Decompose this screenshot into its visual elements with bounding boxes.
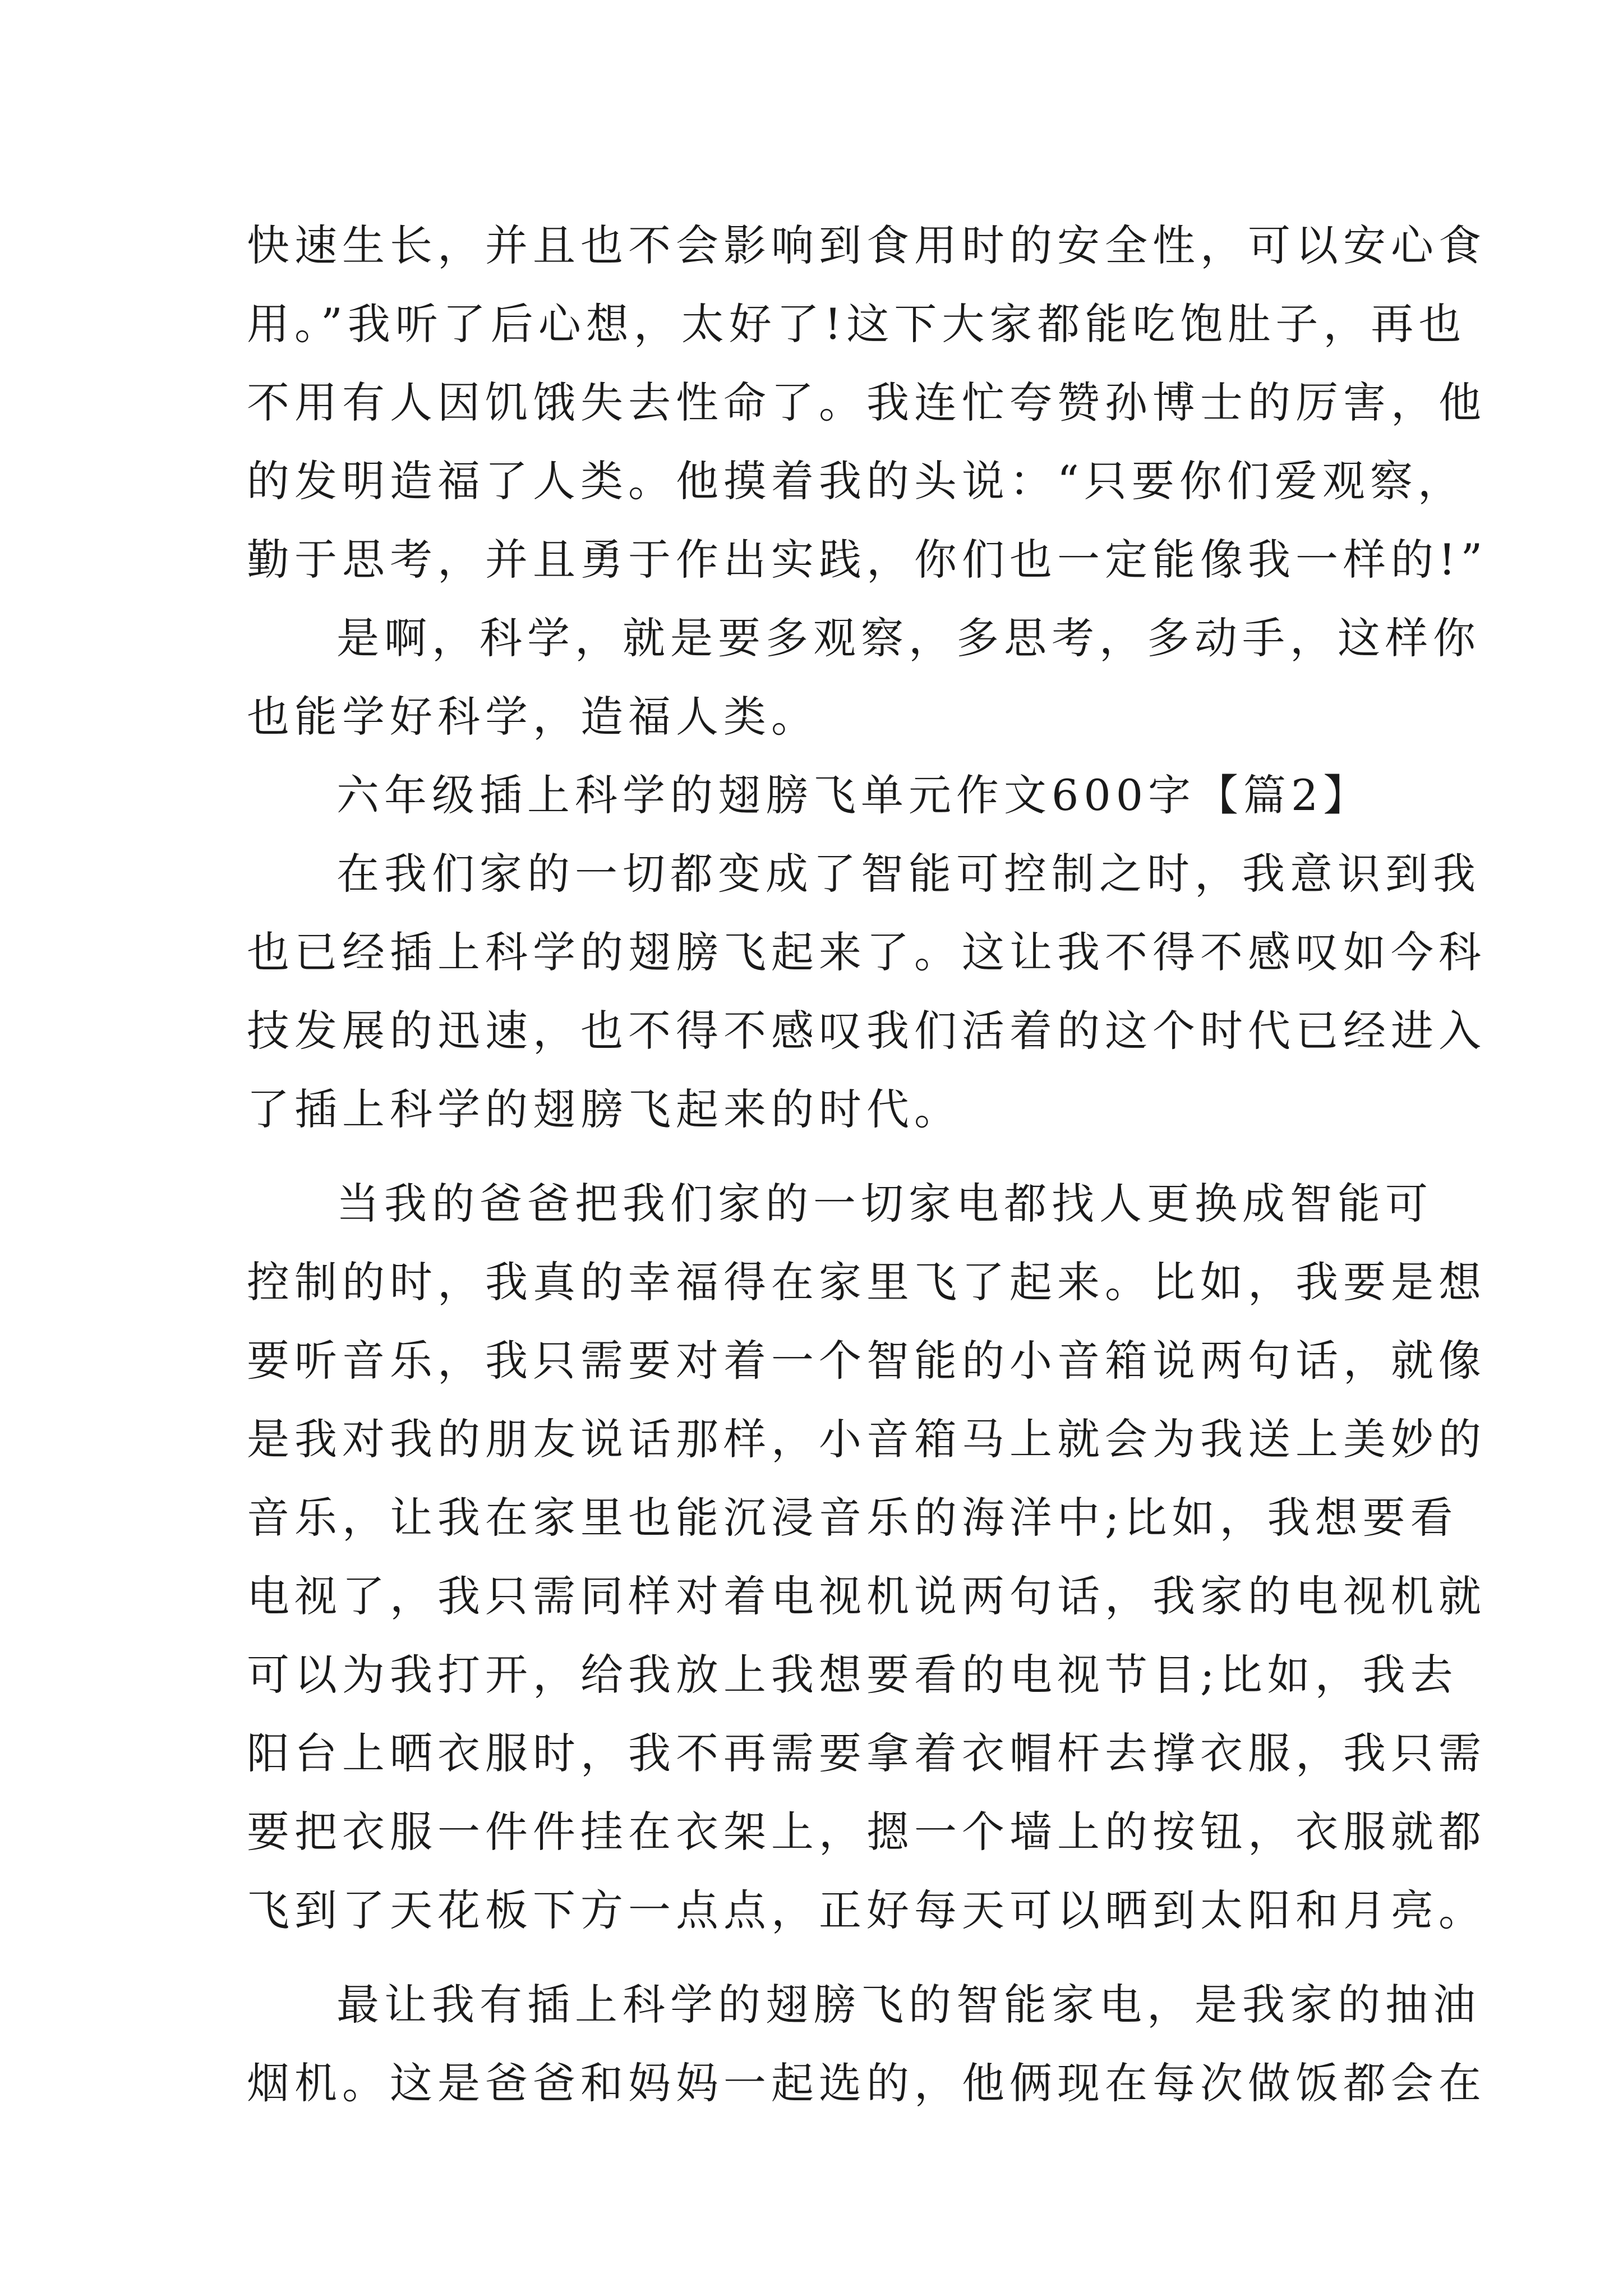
text-line: 当我的爸爸把我们家的一切家电都找人更换成智能可 [336,1179,1433,1228]
text-line: 最让我有插上科学的翅膀飞的智能家电，是我家的抽油 [336,1980,1481,2030]
section-heading: 六年级插上科学的翅膀飞单元作文600字【篇2】 [336,770,1371,820]
text-line: 勤于思考，并且勇于作出实践，你们也一定能像我一样的!” [247,535,1488,585]
text-line: 阳台上晒衣服时，我不再需要拿着衣帽杆去撑衣服，我只需 [247,1728,1486,1778]
text-line: 音乐，让我在家里也能沉浸音乐的海洋中;比如，我想要看 [247,1493,1458,1543]
text-line: 电视了，我只需同样对着电视机说两句话，我家的电视机就 [247,1571,1486,1621]
text-line: 技发展的迅速，也不得不感叹我们活着的这个时代已经进入 [247,1006,1486,1056]
text-line: 是啊，科学，就是要多观察，多思考，多动手，这样你 [336,613,1481,663]
text-line: 了插上科学的翅膀飞起来的时代。 [247,1084,962,1134]
text-line: 可以为我打开，给我放上我想要看的电视节目;比如，我去 [247,1650,1458,1700]
text-line: 的发明造福了人类。他摸着我的头说：“只要你们爱观察， [247,456,1465,506]
text-line: 烟机。这是爸爸和妈妈一起选的，他俩现在每次做饭都会在 [247,2058,1486,2108]
text-line: 不用有人因饥饿失去性命了。我连忙夸赞孙博士的厉害，他 [247,378,1486,427]
text-line: 是我对我的朋友说话那样，小音箱马上就会为我送上美妙的 [247,1414,1486,1464]
text-line: 也已经插上科学的翅膀飞起来了。这让我不得不感叹如今科 [247,927,1486,977]
text-line: 快速生长，并且也不会影响到食用时的安全性，可以安心食 [247,220,1486,270]
text-line: 要把衣服一件件挂在衣架上，摁一个墙上的按钮，衣服就都 [247,1807,1486,1857]
text-line: 控制的时，我真的幸福得在家里飞了起来。比如，我要是想 [247,1257,1486,1307]
text-line: 要听音乐，我只需要对着一个智能的小音箱说两句话，就像 [247,1336,1486,1386]
text-line: 也能学好科学，造福人类。 [247,692,819,742]
essay-body [247,206,1488,2123]
text-line: 飞到了天花板下方一点点，正好每天可以晒到太阳和月亮。 [247,1885,1486,1935]
text-line: 用。”我听了后心想，太好了!这下大家都能吃饱肚子，再也 [247,299,1467,349]
text-line: 在我们家的一切都变成了智能可控制之时，我意识到我 [336,849,1481,899]
